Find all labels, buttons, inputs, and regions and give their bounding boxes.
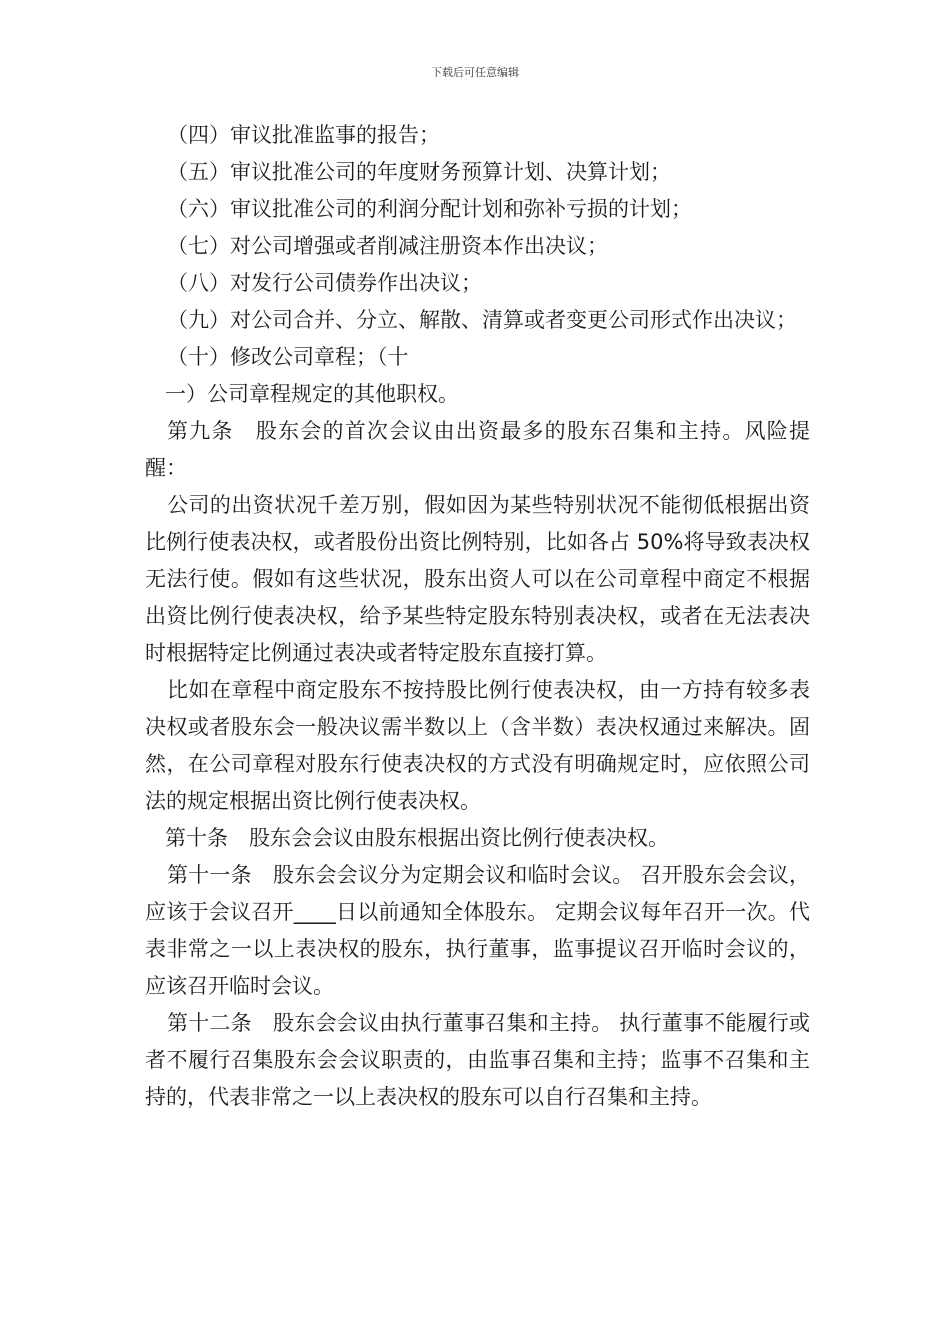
paragraph-item-9: （九）对公司合并、分立、解散、清算或者变更公司形式作出决议； bbox=[167, 308, 797, 332]
paragraph-item-11: 一）公司章程规定的其他职权。 bbox=[165, 382, 459, 406]
paragraph-item-6: （六）审议批准公司的利润分配计划和弥补亏损的计划； bbox=[167, 197, 692, 221]
article-12: 第十二条 股东会会议由执行董事召集和主持。 执行董事不能履行或者不履行召集股东会会议职责的，由监事召集和主持；监事不召集和主持的，代表非常之一以上表决权的股东可以自行召集和主持。 bbox=[145, 1011, 810, 1109]
page-header: 下载后可任意编辑 bbox=[431, 66, 519, 79]
article-11: 第十一条 股东会会议分为定期会议和临时会议。 召开股东会会议，应该于会议召开____日以前通知全体股东。 定期会议每年召开一次。代表非常之一以上表决权的股东，执行董事，监事提议召开临时会议的，应该召开临时会议。 bbox=[145, 863, 810, 998]
paragraph-item-10: （十）修改公司章程；（十 bbox=[167, 345, 409, 369]
document-body bbox=[145, 117, 810, 1116]
paragraph-item-4: （四）审议批准监事的报告； bbox=[167, 123, 440, 147]
paragraph-item-5: （五）审议批准公司的年度财务预算计划、决算计划； bbox=[167, 160, 671, 184]
article-9: 第九条 股东会的首次会议由出资最多的股东召集和主持。风险提醒： bbox=[145, 419, 810, 480]
risk-note-paragraph-2: 比如在章程中商定股东不按持股比例行使表决权，由一方持有较多表决权或者股东会一般决议需半数以上（含半数）表决权通过来解决。固然，在公司章程对股东行使表决权的方式没有明确规定时，应依照公司法的规定根据出资比例行使表决权。 bbox=[145, 678, 810, 813]
paragraph-item-8: （八）对发行公司债券作出决议； bbox=[167, 271, 482, 295]
risk-note-paragraph-1: 公司的出资状况千差万别，假如因为某些特别状况不能彻低根据出资比例行使表决权，或者股份出资比例特别，比如各占 50%将导致表决权无法行使。假如有这些状况，股东出资人可以在公司章程中商定不根据出资比例行使表决权，给予某些特定股东特别表决权，或者在无法表决时根据特定比例通过表决或者特定股东直接打算。 bbox=[145, 493, 810, 665]
paragraph-item-7: （七）对公司增强或者削减注册资本作出决议； bbox=[167, 234, 608, 258]
article-10: 第十条 股东会会议由股东根据出资比例行使表决权。 bbox=[165, 826, 669, 850]
